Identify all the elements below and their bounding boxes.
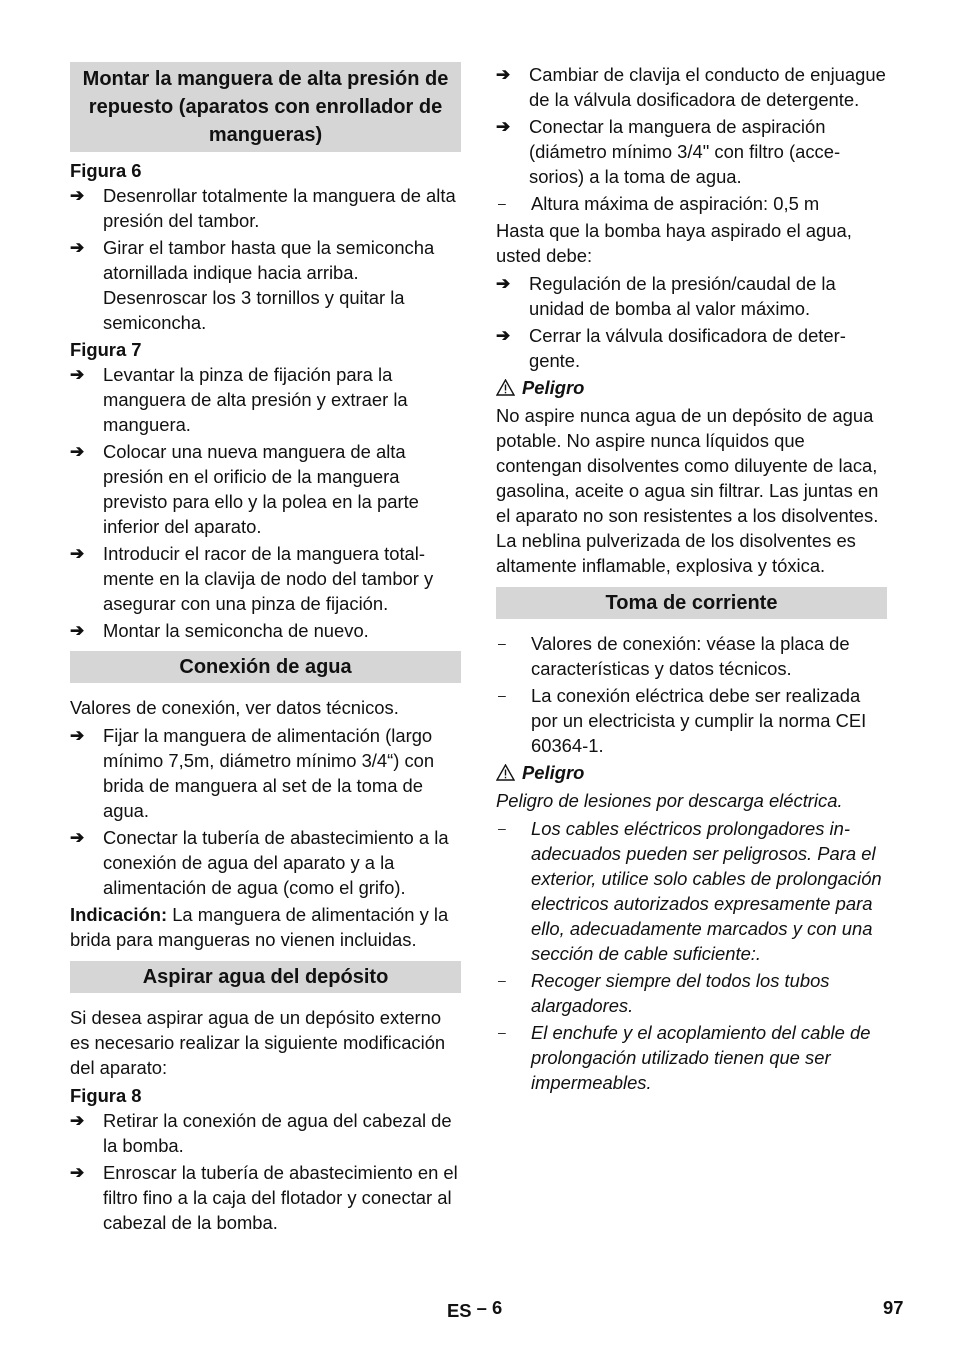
instruction-item: ➔ Montar la semiconcha de nuevo. xyxy=(70,620,369,641)
section-heading-tank-suction: Aspirar agua del depósito xyxy=(70,961,461,993)
paragraph: Si desea aspirar agua de un depósito externo es necesario realizar la siguiente modificación del aparato: xyxy=(70,1007,446,1078)
arrow-right-icon: ➔ xyxy=(496,65,511,84)
danger-heading xyxy=(496,375,887,400)
footer-language: ES – 6 xyxy=(447,1297,503,1321)
instruction-item: ➔ Cerrar la válvula dosificadora de detergente. xyxy=(496,325,846,371)
section-heading-power-connection: Toma de corriente xyxy=(496,587,887,619)
arrow-right-icon: ➔ xyxy=(70,1111,85,1130)
note-label: Indicación: xyxy=(70,904,168,925)
paragraph: Hasta que la bomba haya aspirado el agua, usted debe: xyxy=(496,220,852,266)
danger-label: Peligro xyxy=(522,762,585,783)
dash-item: – La conexión eléctrica debe ser realizada por un electricista y cumplir la norma CEI 60364-1. xyxy=(498,685,867,756)
right-column xyxy=(496,62,887,1097)
section-heading-replace-hose: Montar la manguera de alta presión de repuesto (aparatos con enrollador de mangueras) xyxy=(70,62,461,152)
danger-paragraph: Peligro de lesiones por descarga eléctrica. xyxy=(496,790,843,811)
arrow-right-icon: ➔ xyxy=(70,544,85,563)
arrow-right-icon: ➔ xyxy=(70,828,85,847)
left-column xyxy=(70,62,461,1237)
dash-item: – Los cables eléctricos prolongadores inadecuados pueden ser peligrosos. Para el exterior, utilice solo cables de prolongación electricos autorizados expresamente para ello, adecuadamente marcados y con una sección de cable suficiente:. xyxy=(498,818,882,964)
instruction-item: ➔ Enroscar la tubería de abastecimiento en el filtro fino a la caja del flotador y conectar al cabezal de la bomba. xyxy=(70,1162,458,1233)
instruction-item: ➔ Colocar una nueva manguera de alta presión en el orificio de la manguera previsto para ello y la polea en la parte inferior del aparato. xyxy=(70,441,419,537)
dash-item: – Recoger siempre del todos los tubos alargadores. xyxy=(498,970,830,1016)
dash-item: – Valores de conexión: véase la placa de características y datos técnicos. xyxy=(498,633,850,679)
dash-bullet: – xyxy=(498,820,506,836)
dash-bullet: – xyxy=(498,635,506,651)
arrow-right-icon: ➔ xyxy=(70,726,85,745)
instruction-item: ➔ Retirar la conexión de agua del cabezal de la bomba. xyxy=(70,1110,452,1156)
instruction-item: ➔ Levantar la pinza de fijación para la manguera de alta presión y extraer la manguera. xyxy=(70,364,408,435)
arrow-right-icon: ➔ xyxy=(70,1163,85,1182)
instruction-item: ➔ Conectar la manguera de aspiración (diámetro mínimo 3/4" con filtro (accesorios) a la toma de agua. xyxy=(496,116,841,187)
paragraph: Valores de conexión, ver datos técnicos. xyxy=(70,697,399,718)
dash-bullet: – xyxy=(498,972,506,988)
arrow-right-icon: ➔ xyxy=(70,238,85,257)
arrow-right-icon: ➔ xyxy=(70,621,85,640)
dash-item: – El enchufe y el acoplamiento del cable de prolongación utilizado tienen que ser impermeables. xyxy=(498,1022,871,1093)
danger-paragraph: No aspire nunca agua de un depósito de agua potable. No aspire nunca líquidos que contengan disolventes como diluyente de laca, gasolina, aceite o agua sin filtrar. Las juntas en el aparato no son resistentes a los disolventes. La neblina pulverizada de los disolventes es altamente inflamable, explosiva y tóxica. xyxy=(496,405,879,576)
warning-triangle-icon xyxy=(496,764,515,781)
instruction-item: ➔ Girar el tambor hasta que la semiconcha atornillada indique hacia arriba. Desenroscar los 3 tornillos y quitar la semiconcha. xyxy=(70,237,435,333)
dash-item: – Altura máxima de aspiración: 0,5 m xyxy=(498,193,820,214)
note-paragraph xyxy=(70,902,461,952)
section-heading-water-connection: Conexión de agua xyxy=(70,651,461,683)
arrow-right-icon: ➔ xyxy=(70,365,85,384)
instruction-item: ➔ Fijar la manguera de alimentación (largo mínimo 7,5m, diámetro mínimo 3/4“) con brida de manguera al set de la toma de agua. xyxy=(70,725,435,821)
arrow-right-icon: ➔ xyxy=(496,117,511,136)
arrow-right-icon: ➔ xyxy=(496,274,511,293)
instruction-item: ➔ Cambiar de clavija el conducto de enjuague de la válvula dosificadora de detergente. xyxy=(496,64,886,110)
arrow-right-icon: ➔ xyxy=(70,186,85,205)
arrow-right-icon: ➔ xyxy=(70,442,85,461)
dash-bullet: – xyxy=(498,1024,506,1040)
page-number: 97 xyxy=(883,1297,904,1318)
figure-label: Figura 7 xyxy=(70,339,142,360)
arrow-right-icon: ➔ xyxy=(496,326,511,345)
note-text: La manguera de alimentación y la brida para mangueras no vienen incluidas. xyxy=(70,904,449,950)
instruction-item: ➔ Desenrollar totalmente la manguera de alta presión del tambor. xyxy=(70,185,456,231)
instruction-item: ➔ Introducir el racor de la manguera totalmente en la clavija de nodo del tambor y asegurar con una pinza de fijación. xyxy=(70,543,434,614)
instruction-item: ➔ Conectar la tubería de abastecimiento a la conexión de agua del aparato y a la alimentación de agua (como el grifo). xyxy=(70,827,449,898)
warning-triangle-icon xyxy=(496,379,515,396)
danger-heading xyxy=(496,760,887,785)
figure-label: Figura 8 xyxy=(70,1085,142,1106)
dash-bullet: – xyxy=(498,687,506,703)
instruction-item: ➔ Regulación de la presión/caudal de la unidad de bomba al valor máximo. xyxy=(496,273,836,319)
dash-bullet: – xyxy=(498,195,506,211)
danger-label: Peligro xyxy=(522,377,585,398)
figure-label: Figura 6 xyxy=(70,160,142,181)
